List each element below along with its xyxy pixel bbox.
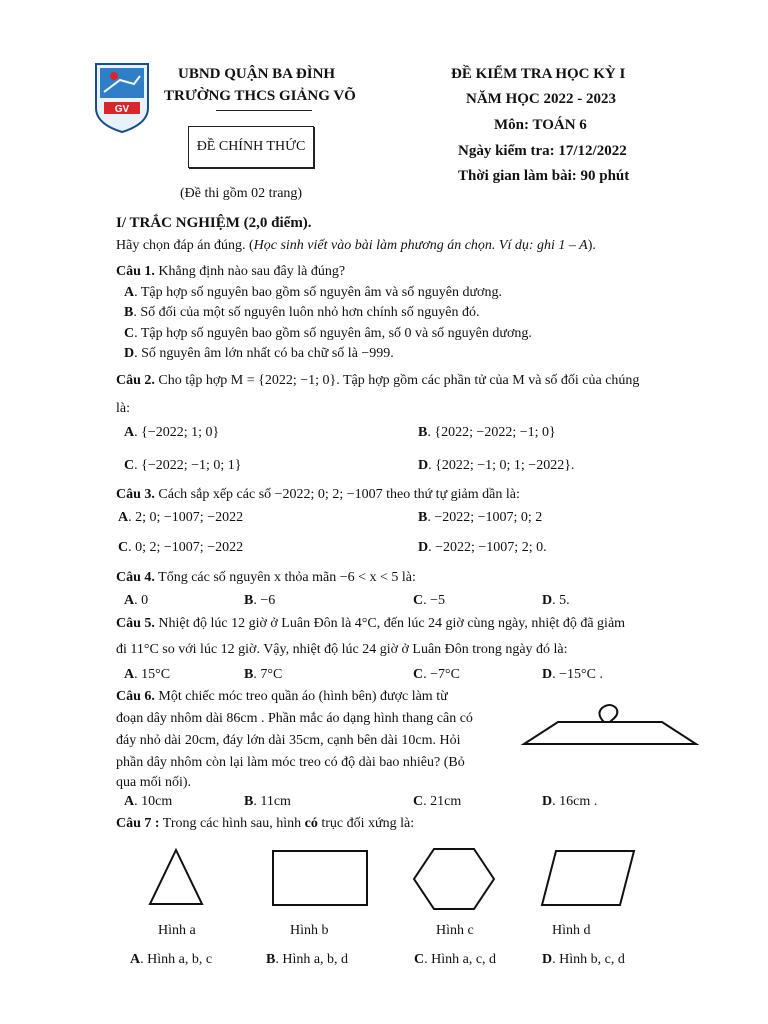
option-text: . −6 (253, 593, 276, 608)
question-label: Câu 3. (116, 487, 155, 502)
option-text: . Hình a, b, c (140, 952, 213, 967)
q1-option-a (124, 285, 502, 301)
option-text: . {2022; −2022; −1; 0} (427, 425, 556, 440)
q4-option-b (244, 593, 275, 609)
option-letter: C (414, 952, 425, 967)
q5-option-a (124, 667, 170, 683)
exam-date: Ngày kiểm tra: 17/12/2022 (458, 143, 627, 159)
q7-option-c (414, 952, 496, 968)
instruction-plain: Hãy chọn đáp án đúng. ( (116, 238, 254, 253)
question-label: Câu 7 : (116, 816, 160, 831)
q6-option-a (124, 794, 172, 810)
option-letter: A (124, 794, 135, 809)
question-6-line2: đoạn dây nhôm dài 86cm . Phần mắc áo dạng hình thang cân có (116, 711, 473, 726)
school-logo (94, 62, 150, 134)
instruction-end: ). (587, 238, 596, 253)
question-text-bold: có (304, 816, 318, 831)
q2-option-d (418, 458, 574, 474)
question-7 (116, 816, 414, 832)
option-text: . Hình a, b, d (275, 952, 349, 967)
district-name: UBND QUẬN BA ĐÌNH (178, 66, 336, 82)
section-instruction (116, 238, 596, 254)
question-3 (116, 487, 520, 503)
figure-triangle (146, 846, 206, 908)
option-letter: B (244, 593, 254, 608)
question-label: Câu 4. (116, 570, 155, 585)
section-title: I/ TRẮC NGHIỆM (2,0 điểm). (116, 215, 312, 231)
option-letter: A (130, 952, 141, 967)
q7-option-a (130, 952, 212, 968)
q6-option-d (542, 794, 597, 810)
option-text: . {−2022; 1; 0} (134, 425, 220, 440)
question-5 (116, 616, 625, 632)
hanger-icon (520, 700, 700, 752)
option-letter: B (266, 952, 276, 967)
pages-note: (Đề thi gồm 02 trang) (180, 186, 303, 201)
option-text: . Số đối của một số nguyên luôn nhỏ hơn chính số nguyên đó. (133, 305, 480, 320)
q4-option-d (542, 593, 570, 609)
question-text: Trong các hình sau, hình (159, 816, 305, 831)
parallelogram-icon (538, 848, 638, 910)
option-letter: A (124, 285, 135, 300)
question-text: Nhiệt độ lúc 12 giờ ở Luân Đôn là 4°C, đến lúc 24 giờ cùng ngày, nhiệt độ đã giảm (154, 616, 626, 631)
option-text: . 15°C (134, 667, 171, 682)
question-text-end: trục đối xứng là: (317, 816, 415, 831)
question-6 (116, 689, 448, 705)
official-stamp (188, 126, 314, 168)
hanger-figure (520, 700, 700, 752)
question-6-line3: đáy nhỏ dài 20cm, đáy lớn dài 35cm, cạnh bên dài 10cm. Hỏi (116, 733, 461, 748)
q3-option-d (418, 540, 547, 556)
option-letter: D (542, 952, 553, 967)
option-text: . {−2022; −1; 0; 1} (134, 458, 242, 473)
option-text: . 21cm (423, 794, 462, 809)
q5-option-c (413, 667, 460, 683)
hexagon-icon (412, 846, 496, 912)
option-text: . −15°C . (552, 667, 603, 682)
q2-option-b (418, 425, 556, 441)
q1-option-d (124, 346, 394, 362)
q6-option-b (244, 794, 291, 810)
option-text: . 7°C (253, 667, 283, 682)
option-text: . Tập hợp số nguyên bao gồm số nguyên âm và số nguyên dương. (134, 285, 502, 300)
q1-option-c (124, 326, 532, 342)
question-text: Cách sắp xếp các số −2022; 0; 2; −1007 theo thứ tự giảm dần là: (154, 487, 520, 502)
option-letter: D (124, 346, 135, 361)
option-letter: C (118, 540, 129, 555)
option-text: . −2022; −1007; 2; 0. (428, 540, 547, 555)
q3-option-c (118, 540, 243, 556)
option-text: . Tập hợp số nguyên bao gồm số nguyên âm, số 0 và số nguyên dương. (134, 326, 532, 341)
q5-option-b (244, 667, 282, 683)
option-letter: B (244, 667, 254, 682)
option-text: . 5. (552, 593, 570, 608)
q1-option-b (124, 305, 479, 321)
official-stamp-text: ĐỀ CHÍNH THỨC (196, 139, 306, 154)
question-label: Câu 2. (116, 373, 155, 388)
figure-rectangle (270, 848, 370, 910)
option-letter: D (542, 593, 553, 608)
option-text: . 2; 0; −1007; −2022 (128, 510, 244, 525)
option-letter: C (413, 667, 424, 682)
exam-title: ĐỀ KIỂM TRA HỌC KỲ I (451, 66, 626, 82)
option-text: . 0 (134, 593, 149, 608)
option-text: . 10cm (134, 794, 173, 809)
question-2 (116, 373, 639, 389)
figure-b-label: Hình b (290, 923, 329, 938)
question-5-cont: đi 11°C so với lúc 12 giờ. Vậy, nhiệt độ lúc 24 giờ ở Luân Đôn trong ngày đó là: (116, 642, 568, 657)
option-text: . −7°C (423, 667, 460, 682)
question-text: Một chiếc móc treo quần áo (hình bên) được làm từ (154, 689, 448, 704)
q5-option-d (542, 667, 603, 683)
q4-option-a (124, 593, 148, 609)
option-letter: B (418, 425, 428, 440)
option-letter: D (418, 458, 429, 473)
option-text: . {2022; −1; 0; 1; −2022}. (428, 458, 575, 473)
option-text: . −2022; −1007; 0; 2 (427, 510, 543, 525)
question-6-line4: phần dây nhôm còn lại làm móc treo có độ dài bao nhiêu? (Bỏ (116, 755, 465, 770)
option-letter: C (413, 593, 424, 608)
school-name: TRƯỜNG THCS GIẢNG VÕ (164, 88, 356, 104)
option-text: . Hình b, c, d (552, 952, 625, 967)
figure-c-label: Hình c (436, 923, 474, 938)
option-letter: D (418, 540, 429, 555)
header-underline (216, 110, 312, 111)
option-letter: A (124, 593, 135, 608)
q6-option-c (413, 794, 461, 810)
exam-duration: Thời gian làm bài: 90 phút (458, 168, 630, 184)
option-letter: A (124, 425, 135, 440)
option-text: . Số nguyên âm lớn nhất có ba chữ số là −999. (134, 346, 394, 361)
option-letter: C (413, 794, 424, 809)
option-letter: D (542, 667, 553, 682)
figure-parallelogram (538, 848, 638, 910)
q2-option-c (124, 458, 242, 474)
option-text: . 11cm (253, 794, 291, 809)
option-text: . 0; 2; −1007; −2022 (128, 540, 244, 555)
question-label: Câu 6. (116, 689, 155, 704)
option-letter: B (418, 510, 428, 525)
question-4 (116, 570, 416, 586)
option-letter: C (124, 458, 135, 473)
question-6-line5: qua mối nối). (116, 775, 192, 790)
q3-option-a (118, 510, 243, 526)
question-text: Cho tập hợp M = {2022; −1; 0}. Tập hợp gồm các phần tử của M và số đối của chúng (154, 373, 640, 388)
q7-option-b (266, 952, 348, 968)
rectangle-icon (270, 848, 370, 910)
subject: Môn: TOÁN 6 (494, 117, 587, 133)
instruction-italic: Học sinh viết vào bài làm phương án chọn. Ví dụ: ghi 1 – A (253, 238, 588, 253)
q3-option-b (418, 510, 542, 526)
question-text: Tổng các số nguyên x thỏa mãn −6 < x < 5 là: (154, 570, 416, 585)
q7-option-d (542, 952, 625, 968)
option-text: . −5 (423, 593, 446, 608)
school-logo-icon (94, 62, 150, 134)
question-label: Câu 5. (116, 616, 155, 631)
option-text: . 16cm . (552, 794, 598, 809)
option-text: . Hình a, c, d (424, 952, 497, 967)
option-letter: C (124, 326, 135, 341)
q4-option-c (413, 593, 445, 609)
option-letter: B (124, 305, 134, 320)
question-label: Câu 1. (116, 264, 155, 279)
option-letter: D (542, 794, 553, 809)
question-1 (116, 264, 345, 280)
option-letter: A (118, 510, 129, 525)
svg-text:GV: GV (114, 104, 130, 115)
option-letter: A (124, 667, 135, 682)
figure-d-label: Hình d (552, 923, 591, 938)
q2-option-a (124, 425, 219, 441)
figure-hexagon (412, 846, 496, 912)
question-2-cont: là: (116, 401, 130, 416)
figure-a-label: Hình a (158, 923, 196, 938)
triangle-icon (146, 846, 206, 908)
question-text: Khẳng định nào sau đây là đúng? (154, 264, 346, 279)
school-year: NĂM HỌC 2022 - 2023 (466, 91, 616, 107)
option-letter: B (244, 794, 254, 809)
